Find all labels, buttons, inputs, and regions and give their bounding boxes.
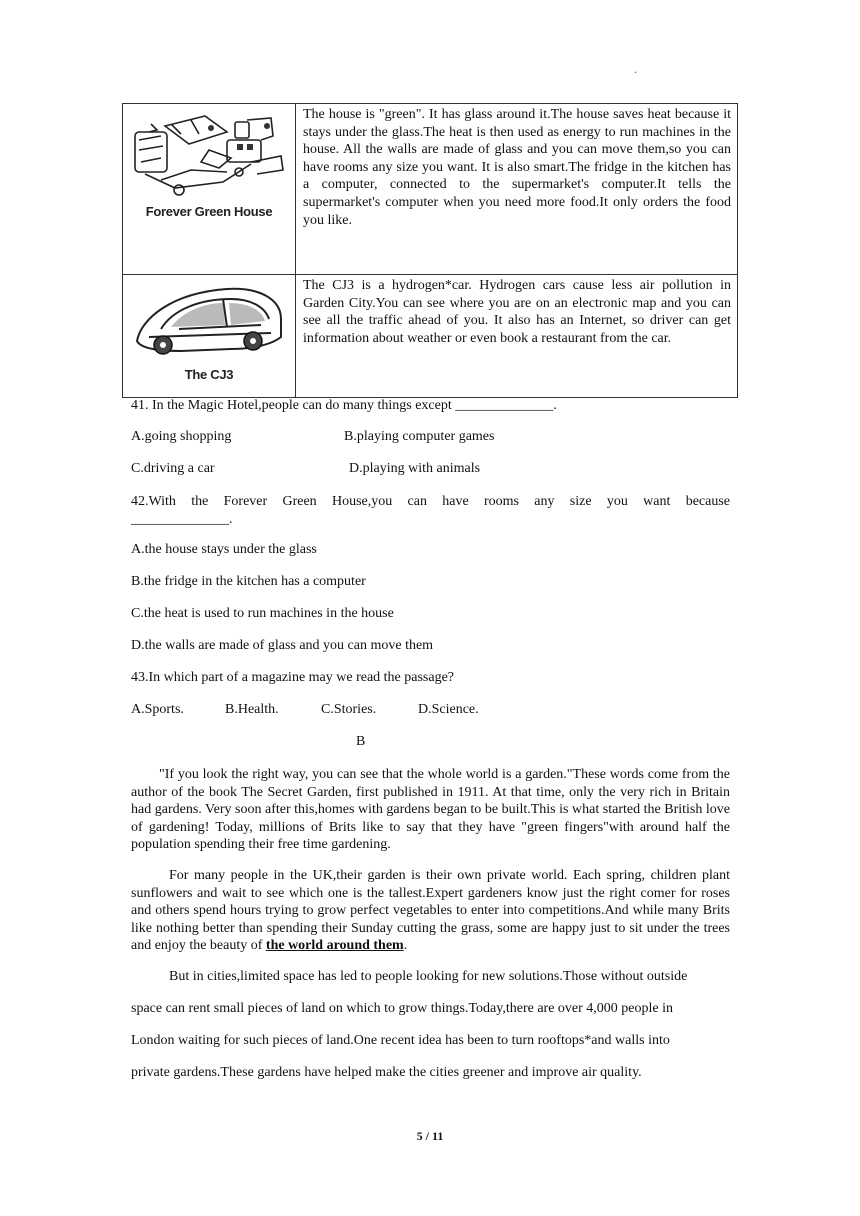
green-house-illustration [131,110,287,202]
paragraph-3-line-1: But in cities,limited space has led to people looking for new solutions.Those without outside [169,969,688,984]
car-image-cell [123,275,296,398]
paragraph-3-line-3: London waiting for such pieces of land.One recent idea has been to turn rooftops*and walls into [131,1033,670,1048]
house-caption: Forever Green House [145,204,273,219]
passage-paragraph-2 [131,867,730,955]
q41-option-c: C.driving a car [131,461,215,476]
q42-option-b: B.the fridge in the kitchen has a computer [131,574,366,589]
house-description: The house is "green". It has glass around it.The house saves heat because it stays under the glass.The heat is then used as energy to run machines in the house. All the walls are made of glass and you can move them,so you can have rooms any size you want. It is also smart.The fridge in the kitchen has a computer, connected to the supermarket's computer.It tells the supermarket's computer when you need more food.It only orders the food you like. [296,104,738,275]
q43-option-b: B.Health. [225,702,279,717]
page-number: 5 / 11 [416,1129,444,1143]
paragraph-2-end: . [403,938,408,954]
q42-option-d: D.the walls are made of glass and you can move them [131,638,434,653]
header-dot: . [634,62,637,76]
table-row [123,275,738,398]
cj3-car-illustration [131,279,287,363]
q42-stem: 42.With the Forever Green House,you can have rooms any size you want because ______________. [131,494,730,527]
car-caption: The CJ3 [184,367,234,382]
q41-option-a: A.going shopping [131,429,232,444]
paragraph-3-line-2: space can rent small pieces of land on which to grow things.Today,there are over 4,000 people in [131,1001,673,1016]
q42-option-a: A.the house stays under the glass [131,542,317,557]
underlined-phrase: the world around them [265,938,404,954]
q43-stem: 43.In which part of a magazine may we read the passage? [131,670,455,685]
house-image-cell [123,104,296,275]
q41-option-b: B.playing computer games [344,429,495,444]
q41-option-d: D.playing with animals [349,461,481,476]
q43-option-c: C.Stories. [321,702,377,717]
paragraph-3-line-4: private gardens.These gardens have helped make the cities greener and improve air quality. [131,1065,642,1080]
q43-option-d: D.Science. [418,702,479,717]
table-row [123,104,738,275]
section-label: B [356,734,366,749]
q43-option-a: A.Sports. [131,702,184,717]
car-description: The CJ3 is a hydrogen*car. Hydrogen cars cause less air pollution in Garden City.You can see where you are on an electronic map and you can see all the traffic ahead of you. It also has an Internet, so driver can get information about weather or even book a restaurant from the car. [296,275,738,398]
passage-paragraph-1: "If you look the right way, you can see that the whole world is a garden."These words come from the author of the book The Secret Garden, first published in 1911. At that time, only the very rich in Britain had gardens. Very soon after this,homes with gardens began to be built.This is what started the British love of gardening! Today, millions of Brits like to say that they have "green fingers"with around half the population spending their free time gardening. [131,767,730,853]
q41-stem: 41. In the Magic Hotel,people can do many things except ______________. [131,398,557,413]
description-table [122,103,738,398]
q42-option-c: C.the heat is used to run machines in the house [131,606,394,621]
paragraph-2-text: For many people in the UK,their garden is their own private world. Each spring, children plant sunflowers and wait to see which one is the tallest.Expert gardeners know just the right comer for roses and others spend hours trying to grow perfect vegetables to enter into competitions.And while many Brits like nothing better than spending their Sunday cutting the grass, some are happy just to sit under the trees and enjoy the beauty of [131,868,730,954]
